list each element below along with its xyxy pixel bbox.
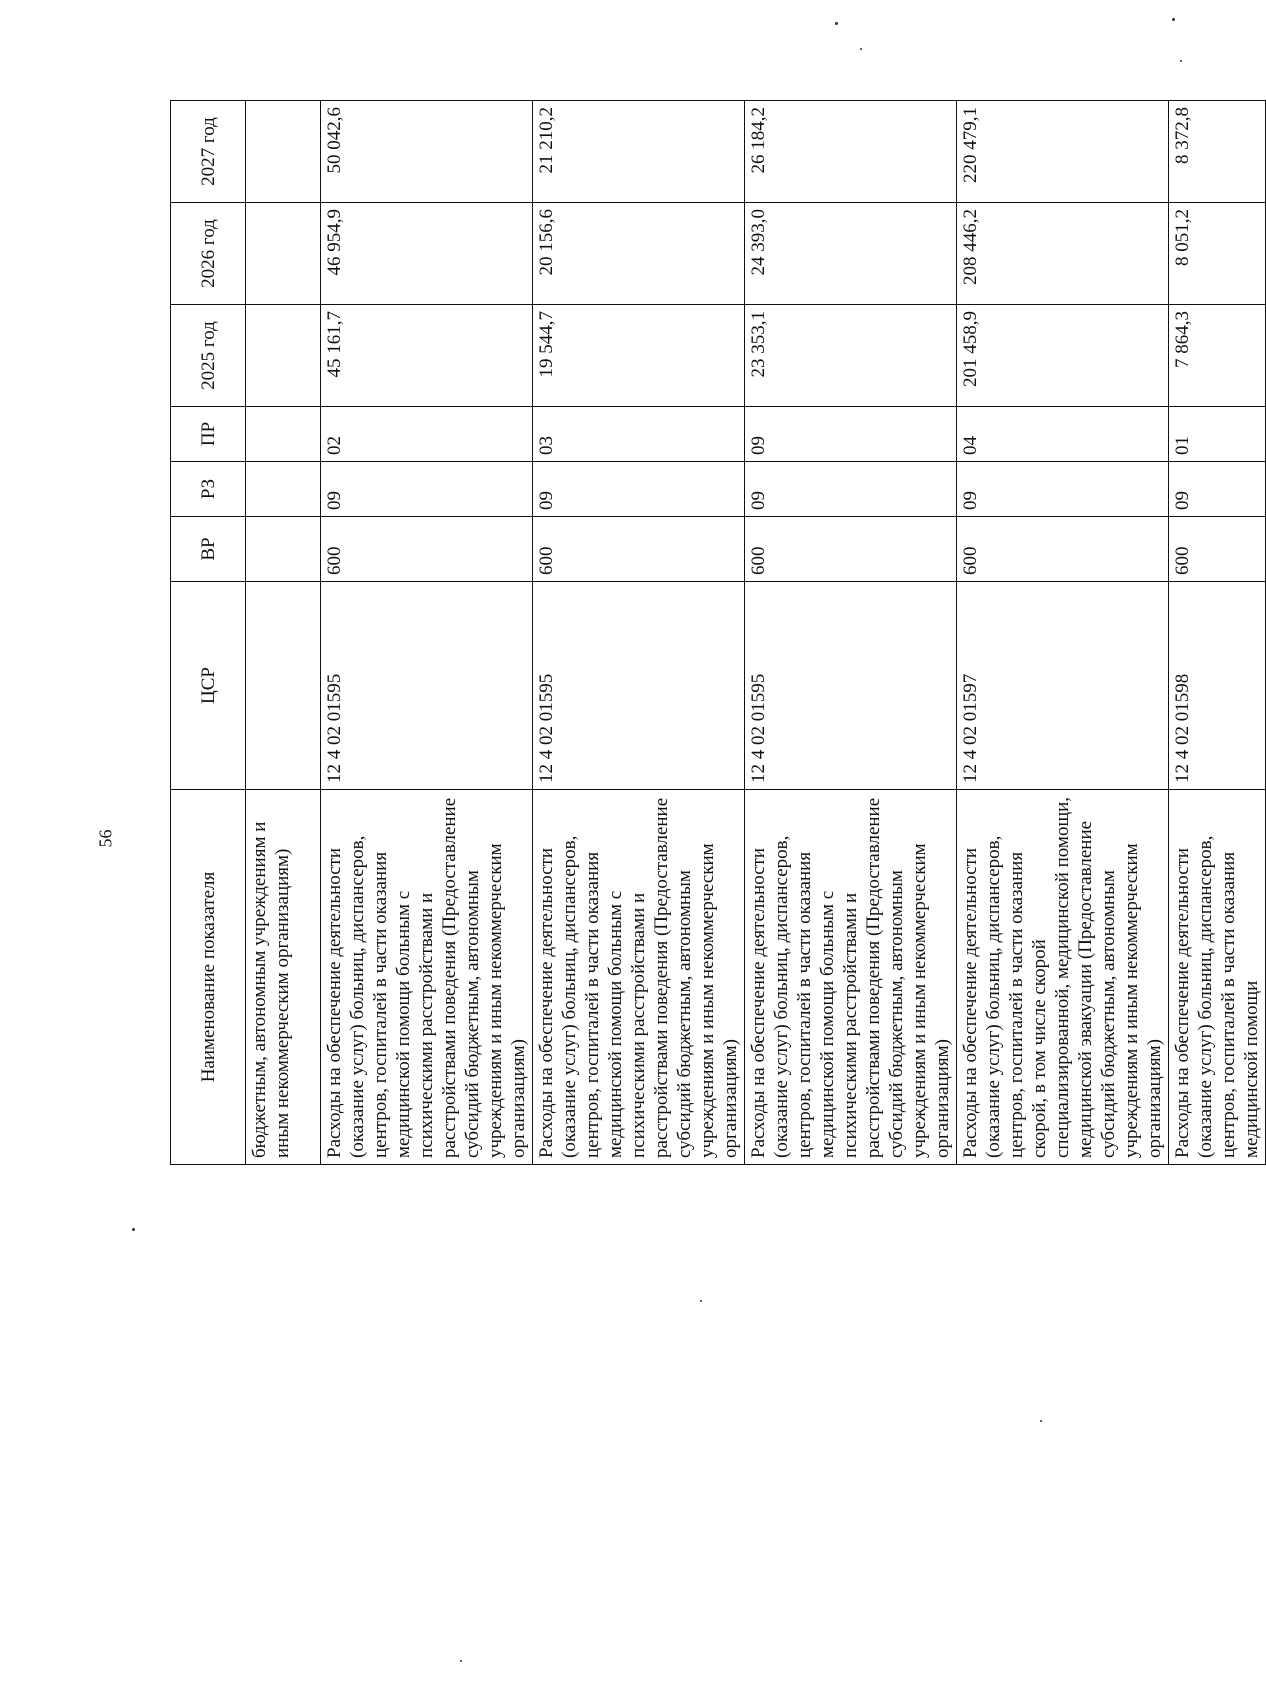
cell-rz xyxy=(246,462,321,517)
cell-2025: 45 161,7 xyxy=(321,305,533,407)
cell-2026: 24 393,0 xyxy=(745,203,957,305)
header-2027: 2027 год xyxy=(171,101,246,203)
cell-2027 xyxy=(246,101,321,203)
cell-2027: 26 184,2 xyxy=(745,101,957,203)
header-2025: 2025 год xyxy=(171,305,246,407)
cell-2026: 46 954,9 xyxy=(321,203,533,305)
cell-csr xyxy=(246,582,321,790)
budget-table-container xyxy=(170,102,1262,1165)
header-name: Наименование показателя xyxy=(171,790,246,1165)
cell-pr: 04 xyxy=(957,407,1169,462)
cell-2025: 19 544,7 xyxy=(533,305,745,407)
table-row xyxy=(957,101,1169,1165)
cell-csr: 12 4 02 01597 xyxy=(957,582,1169,790)
cell-2026: 8 051,2 xyxy=(1169,203,1266,305)
cell-name: Расходы на обеспечение деятельности (оказание услуг) больниц, диспансеров, центров, госпиталей в части оказания медицинской помощи больным с психическими расстройствами и расстройствами поведения (Предоставление субсидий бюджетным, автономным учреждениям и иным некоммерческим организациям) xyxy=(533,790,745,1165)
cell-name: Расходы на обеспечение деятельности (оказание услуг) больниц, диспансеров, центров, госпиталей в части оказания медицинской помощи больным с психическими расстройствами и расстройствами поведения (Предоставление субсидий бюджетным, автономным учреждениям и иным некоммерческим организациям) xyxy=(745,790,957,1165)
table-row xyxy=(533,101,745,1165)
cell-name: Расходы на обеспечение деятельности (оказание услуг) больниц, диспансеров, центров, госпиталей в части оказания скорой, в том числе скорой специализированной, медицинской помощи, медицинской эвакуации (Предоставление субсидий бюджетным, автономным учреждениям и иным некоммерческим организациям) xyxy=(957,790,1169,1165)
scan-speck xyxy=(1172,18,1175,21)
cell-pr: 03 xyxy=(533,407,745,462)
scan-speck xyxy=(700,1300,702,1302)
cell-2025: 23 353,1 xyxy=(745,305,957,407)
cell-2026: 208 446,2 xyxy=(957,203,1169,305)
budget-table xyxy=(170,100,1266,1165)
scan-speck xyxy=(1180,60,1182,62)
table-row xyxy=(321,101,533,1165)
cell-rz: 09 xyxy=(533,462,745,517)
table-header-row xyxy=(171,101,246,1165)
cell-2026 xyxy=(246,203,321,305)
header-vr: ВР xyxy=(171,517,246,582)
header-pr: ПР xyxy=(171,407,246,462)
table-row xyxy=(246,101,321,1165)
cell-pr: 02 xyxy=(321,407,533,462)
header-csr: ЦСР xyxy=(171,582,246,790)
table-row xyxy=(1169,101,1266,1165)
header-2026: 2026 год xyxy=(171,203,246,305)
cell-2027: 220 479,1 xyxy=(957,101,1169,203)
cell-vr: 600 xyxy=(321,517,533,582)
cell-rz: 09 xyxy=(1169,462,1266,517)
cell-2025: 7 864,3 xyxy=(1169,305,1266,407)
cell-pr: 01 xyxy=(1169,407,1266,462)
cell-vr: 600 xyxy=(1169,517,1266,582)
cell-pr xyxy=(246,407,321,462)
cell-csr: 12 4 02 01598 xyxy=(1169,582,1266,790)
cell-name: бюджетным, автономным учреждениям и иным некоммерческим организациям) xyxy=(246,790,321,1165)
scan-speck xyxy=(460,1660,462,1662)
page-number: 56 xyxy=(95,829,116,848)
cell-rz: 09 xyxy=(957,462,1169,517)
cell-2025: 201 458,9 xyxy=(957,305,1169,407)
scan-speck xyxy=(1040,1420,1042,1422)
table-row xyxy=(745,101,957,1165)
cell-vr: 600 xyxy=(745,517,957,582)
cell-name: Расходы на обеспечение деятельности (оказание услуг) больниц, диспансеров, центров, госпиталей в части оказания медицинской помощи больным с психическими расстройствами и расстройствами поведения (Предоставление субсидий бюджетным, автономным учреждениям и иным некоммерческим организациям) xyxy=(321,790,533,1165)
cell-name: Расходы на обеспечение деятельности (оказание услуг) больниц, диспансеров, центров, госпиталей в части оказания медицинской помощи xyxy=(1169,790,1266,1165)
cell-2027: 21 210,2 xyxy=(533,101,745,203)
cell-2025 xyxy=(246,305,321,407)
cell-2027: 50 042,6 xyxy=(321,101,533,203)
cell-csr: 12 4 02 01595 xyxy=(533,582,745,790)
cell-2027: 8 372,8 xyxy=(1169,101,1266,203)
scan-speck xyxy=(835,22,838,25)
cell-csr: 12 4 02 01595 xyxy=(745,582,957,790)
scan-speck xyxy=(132,1228,135,1231)
cell-csr: 12 4 02 01595 xyxy=(321,582,533,790)
cell-vr xyxy=(246,517,321,582)
cell-rz: 09 xyxy=(745,462,957,517)
cell-vr: 600 xyxy=(533,517,745,582)
cell-rz: 09 xyxy=(321,462,533,517)
cell-pr: 09 xyxy=(745,407,957,462)
scan-speck xyxy=(860,48,862,50)
header-rz: РЗ xyxy=(171,462,246,517)
cell-2026: 20 156,6 xyxy=(533,203,745,305)
cell-vr: 600 xyxy=(957,517,1169,582)
